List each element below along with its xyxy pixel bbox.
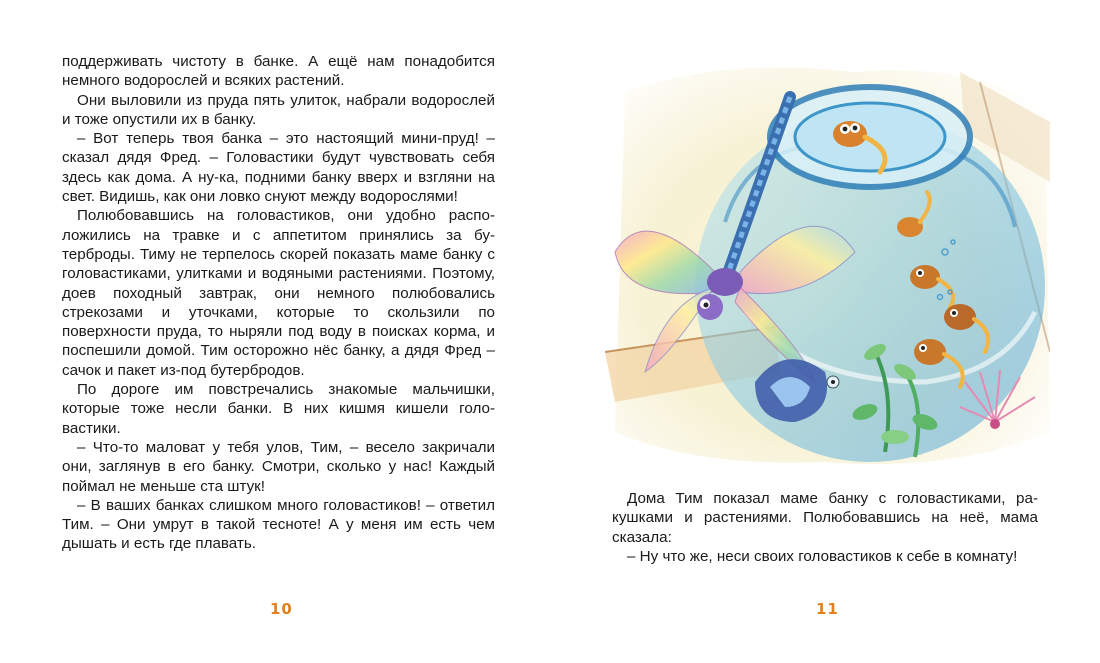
paragraph: – Ну что же, неси своих головастиков к себе в комнату! <box>627 547 1018 565</box>
right-page-text <box>612 489 1038 566</box>
paragraph: Они выловили из пруда пять улиток, набрали водорослей и тоже опустили их в банку. <box>62 91 495 128</box>
paragraph: По дороге им повстречались знакомые мальчишки, которые тоже несли банки. В них кишмя кишели головастики. <box>62 381 495 437</box>
paragraph: – Вот теперь твоя банка – это настоящий мини-пруд! – сказал дядя Фред. – Головастики будут чувствовать себя здесь как дома. А ну-ка, подними банку вверх и взгляни на свет. Видишь, как они ловко снуют между водорослями! <box>62 130 495 206</box>
paragraph: Дома Тим показал маме банку с головастиками, ракушками и растениями. Полюбовавшись на неё, мама сказала: <box>612 490 1038 546</box>
left-page-text <box>62 52 495 554</box>
paragraph: – Что-то маловат у тебя улов, Тим, – весело закричали они, заглянув в его банку. Смотри, сколько у нас! Каждый поймал не меньше ста штук! <box>62 438 495 495</box>
paragraph: Полюбовавшись на головастиков, они удобно расположились на травке и с аппетитом принялись за бутерброды. Тиму не терпелось скорей показать маме банку с головастиками, улитками и водяными растениями. Поэтому, доев походный завтрак, они немного полюбовались стрекозами и уточками, которые то скользили по поверхности пруда, то ныряли под воду в поисках корма, и поспешили домой. Тим осторожно нёс банку, а дядя Фред – сачок и пакет из-под бутербродов. <box>62 207 495 379</box>
page-number-left: 10 <box>270 600 293 618</box>
paragraph: поддерживать чистоту в банке. А ещё нам понадобится немного водорослей и всяких растений. <box>62 53 495 90</box>
paragraph: – В ваших банках слишком много головастиков! – ответил Тим. – Они умрут в такой тесноте! А у меня им есть чем дышать и есть где плавать. <box>62 496 495 553</box>
jar-dragonfly-tadpoles-illustration <box>605 52 1050 472</box>
page-number-right: 11 <box>816 600 839 618</box>
